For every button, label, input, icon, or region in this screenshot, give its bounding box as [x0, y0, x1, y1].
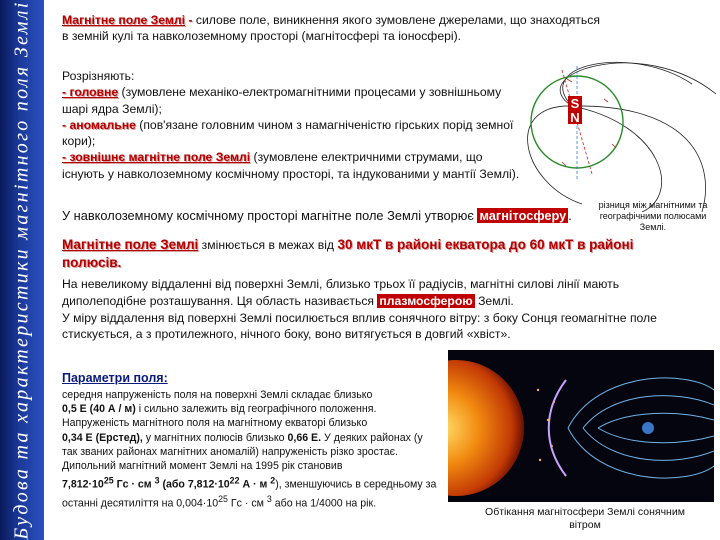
intro-text: силове поле, виникнення якого зумовлене джерелами, що знаходяться в земній кулі та навколоземному просторі (магнітосфері та іоносфері).	[62, 13, 600, 43]
range-text: змінюється в межах від	[198, 238, 338, 252]
dipole-figure	[522, 44, 716, 212]
params-p3g-sup: 3	[266, 493, 272, 504]
dipole-diagram	[522, 44, 716, 212]
intro-paragraph	[62, 12, 602, 44]
solar-wind-figure	[448, 350, 714, 502]
params-p3e-sup: 2	[270, 475, 276, 486]
params-p3f: ), зменшуючись в середньому за останні десятиліття на 0,004·10	[62, 478, 437, 510]
params-p2b: 0,34 Е (Ерстед),	[62, 431, 143, 444]
magnetosphere-end: .	[568, 208, 572, 223]
pole-n-label: N	[570, 110, 580, 125]
figure1-caption: різниця між магнітними та географічними полюсами Землі.	[598, 200, 708, 232]
range-term: Магнітне поле Землі	[62, 237, 199, 252]
sun	[448, 360, 524, 496]
params-p2a: Напруженість магнітного поля на магнітному екваторі близько	[62, 417, 368, 430]
params-p3c: Гс · см	[113, 478, 155, 491]
type-external-text: (зумовлене електричними струмами, що існують у навколоземному космічному просторі, та індукованими у мантії Землі).	[62, 150, 520, 181]
type-item-external	[62, 149, 522, 182]
type-anomalous-term: - аномальне	[62, 117, 136, 132]
range-paragraph	[62, 236, 692, 272]
plasma-text2: Землі.	[474, 293, 514, 308]
params-p3d: (або 7,812·10	[159, 478, 230, 491]
params-text	[62, 388, 440, 511]
intro-term: Магнітне поле Землі	[62, 13, 186, 27]
magnetosphere-line	[62, 208, 662, 224]
magnetosphere-term: магнітосферу	[479, 208, 567, 223]
type-main-term: - головне	[62, 85, 119, 100]
params-block	[62, 370, 440, 511]
params-p3g: Гс · см	[227, 497, 267, 510]
pole-s-label: S	[570, 96, 580, 111]
earth	[642, 422, 654, 434]
range-values: 30 мкТ в районі екватора до 60 мкТ в районі полюсів.	[62, 237, 634, 270]
params-title: Параметри поля:	[62, 371, 168, 385]
intro-dash: -	[185, 13, 196, 27]
sidebar	[0, 0, 44, 540]
plasma-term: плазмосферою	[379, 293, 473, 308]
params-p3b: 7,812·10	[62, 478, 104, 491]
params-p1a: середня напруженість поля на поверхні Землі складає близько	[62, 389, 373, 401]
type-main-text: (зумовлене механіко-електромагнітними процесами у зовнішньому шарі ядра Землі);	[62, 85, 502, 116]
types-block	[62, 68, 522, 182]
sidebar-title: Будова та характеристики магнітного поля Землі	[10, 0, 33, 540]
type-item-anomalous	[62, 117, 522, 150]
plasma-text1: На невеликому віддаленні від поверхні Землі, близько трьох її радіусів, магнітні силові лінії мають диполеподібне розташування. Ця область називається	[62, 277, 620, 308]
params-p3e: А · м	[239, 478, 271, 491]
params-p3d-sup: 22	[229, 475, 240, 486]
params-p3b-sup: 25	[103, 475, 114, 486]
type-external-term: - зовнішнє магнітне поле Землі	[62, 150, 251, 165]
params-p3c-sup: 3	[154, 475, 160, 486]
magnetosphere-text: У навколоземному космічному просторі магнітне поле Землі утворює	[62, 208, 478, 223]
figure2-caption: Обтікання магнітосфери Землі сонячним вітром	[485, 506, 685, 531]
plasma-text3: У міру віддалення від поверхні Землі посилюється вплив сонячного вітру: з боку Сонця геомагнітне поле стискується, а з протилежного, нічного боку, воно витягується в довгий «хвіст».	[62, 310, 657, 342]
params-p2c: у магнітних полюсів близько	[142, 431, 288, 444]
solar-wind-image	[448, 350, 714, 502]
plasmasphere-paragraph	[62, 276, 694, 343]
type-item-main	[62, 84, 522, 117]
params-p3a: Дипольний магнітний момент Землі на 1995 рік становив	[62, 460, 343, 473]
types-lead: Розрізняють:	[62, 69, 135, 83]
params-p2e: У деяких районах (у так званих районах магнітних аномалій) напруженість різко зростає.	[62, 431, 423, 458]
params-p1b: 0,5 Е (40 А / м)	[62, 403, 136, 416]
params-p1c: і сильно залежить від географічного положення.	[135, 403, 377, 416]
params-p2d: 0,66 Е.	[287, 431, 322, 444]
params-p3h: або на 1/4000 на рік.	[271, 497, 377, 510]
type-anomalous-text: (пов'язане головним чином з намагніченістю гірських порід земної кори);	[62, 117, 514, 149]
params-p3f-sup: 25	[218, 493, 228, 504]
